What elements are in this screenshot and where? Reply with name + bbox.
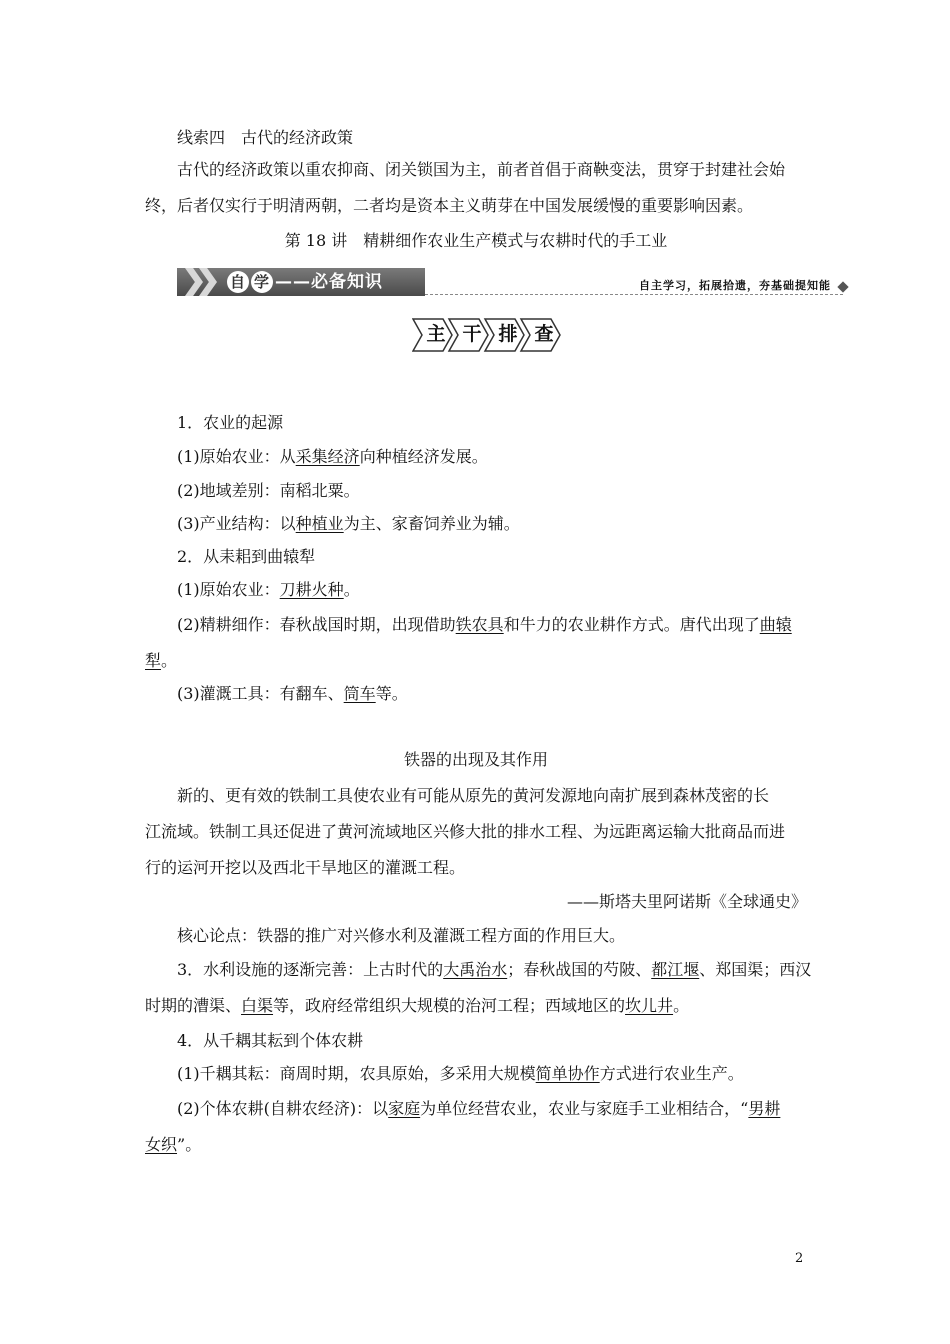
content-line: (2)地域差别：南稻北粟。 [177,481,360,500]
answer-blank: 犁 [145,651,162,670]
answer-blank: 曲辕 [759,615,792,634]
banner-subtitle: 自主学习，拓展拾遗，夯基础提知能 [639,279,831,292]
material-line: 江流域。铁制工具还促进了黄河流域地区兴修大批的排水工程、为远距离运输大批商品而进 [145,822,786,841]
answer-blank: 白渠 [241,996,274,1015]
content-line: (1)原始农业：从采集经济向种植经济发展。 [177,447,488,466]
banner-divider [425,294,843,296]
answer-blank: 大禹治水 [443,960,508,979]
page-number: 2 [795,1251,804,1266]
answer-blank: 铁农具 [455,615,504,634]
material-line: 行的运河开挖以及西北干旱地区的灌溉工程。 [145,858,466,877]
content-line: (2)精耕细作：春秋战国时期，出现借助铁农具和牛力的农业耕作方式。唐代出现了曲辕 [177,615,792,634]
answer-blank: 筒车 [343,684,376,703]
banner-char: 学 [251,271,273,293]
clue-paragraph-line: 古代的经济政策以重农抑商、闭关锁国为主，前者首倡于商鞅变法，贯穿于封建社会始 [177,160,786,179]
banner-title-rest: ——必备知识 [275,272,383,292]
content-line: 犁。 [145,651,178,670]
content-line: 时期的漕渠、白渠等，政府经常组织大规模的治河工程；西域地区的坎儿井。 [145,996,690,1015]
answer-blank: 都江堰 [651,960,700,979]
section-banner [177,266,849,300]
content-line: (3)产业结构：以种植业为主、家畜饲养业为辅。 [177,514,520,533]
answer-blank: 男耕 [748,1099,781,1118]
section-heading: 4．从千耦其耘到个体农耕 [177,1031,364,1050]
answer-blank: 种植业 [295,514,344,533]
content-line: (3)灌溉工具：有翻车、筒车等。 [177,684,408,703]
clue-title: 线索四 古代的经济政策 [177,128,354,147]
section-heading: 1．农业的起源 [177,413,284,432]
answer-blank: 女织 [145,1135,178,1154]
tag-label: 查 [534,323,554,345]
diamond-icon [837,281,848,292]
content-line: 女织”。 [145,1135,202,1154]
section-heading: 2．从耒耜到曲辕犁 [177,547,316,566]
tag-label: 排 [498,323,518,345]
material-line: 新的、更有效的铁制工具使农业有可能从原先的黄河发源地向南扩展到森林茂密的长 [177,786,770,805]
tag-label: 干 [462,323,482,345]
answer-blank: 刀耕火种 [279,580,344,599]
core-point: 核心论点：铁器的推广对兴修水利及灌溉工程方面的作用巨大。 [177,926,626,945]
banner-title [227,270,383,294]
banner-char: 自 [227,271,249,293]
clue-paragraph-line: 终，后者仅实行于明清两朝，二者均是资本主义萌芽在中国发展缓慢的重要影响因素。 [145,196,754,215]
lecture-title: 第 18 讲 精耕细作农业生产模式与农耕时代的手工业 [284,231,668,250]
answer-blank: 家庭 [388,1099,421,1118]
material-source: ——斯塔夫里阿诺斯《全球通史》 [566,892,807,911]
answer-blank: 采集经济 [295,447,360,466]
content-line: (2)个体农耕(自耕农经济)：以家庭为单位经营农业，农业与家庭手工业相结合，“男耕 [177,1099,781,1118]
tag-label: 主 [426,323,446,345]
content-line: (1)原始农业：刀耕火种。 [177,580,360,599]
answer-blank: 坎儿井 [625,996,674,1015]
material-title: 铁器的出现及其作用 [403,750,548,769]
content-line: (1)千耦其耘：商周时期，农具原始，多采用大规模简单协作方式进行农业生产。 [177,1064,744,1083]
answer-blank: 简单协作 [535,1064,600,1083]
content-line: 3．水利设施的逐渐完善：上古时代的大禹治水；春秋战国的芍陂、都江堰、郑国渠；西汉 [177,960,812,979]
